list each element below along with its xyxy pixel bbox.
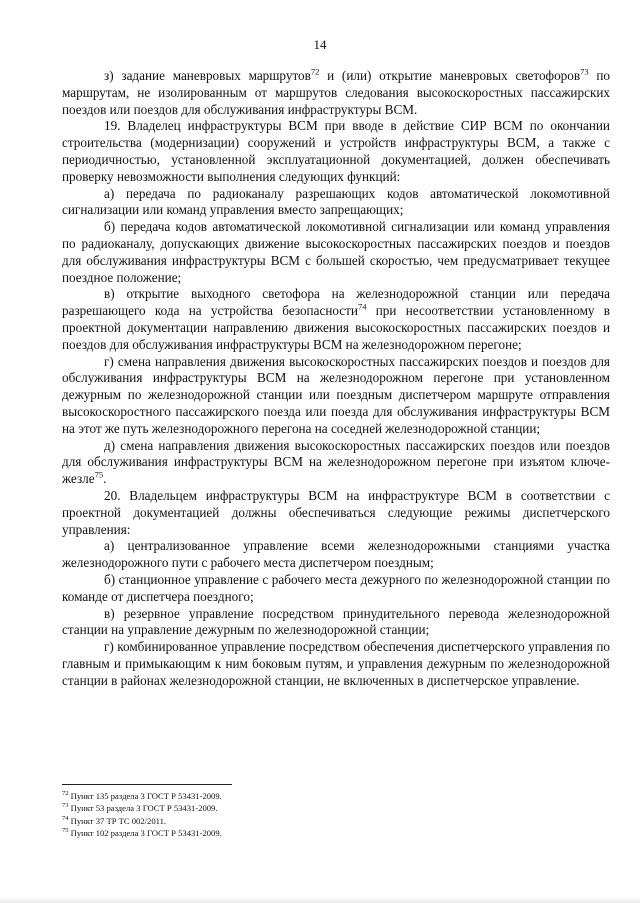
paragraph-19a: а) передача по радиоканалу разрешающих кодов автоматической локомотивной сигнализации или команд управления вместо запрещающих; <box>62 185 610 218</box>
paragraph-19v <box>62 286 610 353</box>
footnote-74 <box>62 815 610 827</box>
paragraph-19: 19. Владелец инфраструктуры ВСМ при вводе в действие СИР ВСМ по окончании строительства (модернизации) сооружений и устройств инфраструктуры ВСМ, а также с периодичностью, установленной эксплуатационной документацией, должен обеспечивать проверку невозможности выполнения следующих функций: <box>62 118 610 184</box>
footnotes <box>62 790 610 840</box>
paragraph-20v: в) резервное управление посредством принудительного перевода железнодорожной станции на управление дежурным по железнодорожной станции; <box>62 605 610 638</box>
footnote-mark: 74 <box>62 814 69 822</box>
footnote-text: Пункт 37 ТР ТС 002/2011. <box>68 815 167 826</box>
footnote-separator <box>62 784 232 785</box>
footnote-mark: 75 <box>62 827 69 835</box>
paragraph-text: . <box>103 471 107 487</box>
footnote-ref-73[interactable]: 73 <box>580 66 589 77</box>
paragraph-20b: б) станционное управление с рабочего места дежурного по железнодорожной станции по команде от диспетчера поездного; <box>62 571 610 604</box>
scan-edge <box>0 897 640 903</box>
paragraph-20: 20. Владельцем инфраструктуры ВСМ на инфраструктуре ВСМ в соответствии с проектной документацией должны обеспечиваться следующие режимы диспетчерского управления: <box>62 487 610 537</box>
paragraph-text: д) смена направления движения высокоскоростных пассажирских поездов или поездов для обслуживания инфраструктуры ВСМ на железнодорожном перегоне при изъятом ключе-жезле <box>62 437 610 487</box>
paragraph-19d <box>62 438 610 488</box>
footnote-72 <box>62 790 610 802</box>
paragraph-text: з) задание маневровых маршрутов <box>104 68 311 83</box>
paragraph-text: при несоответствии установленному в проектной документации направлению движения высокоскоростных пассажирских поездов и поездов для обслуживания инфраструктуры ВСМ на железнодорожном перегоне; <box>62 303 611 352</box>
footnote-73 <box>62 802 610 814</box>
paragraph-text: и (или) открытие маневровых светофоров <box>319 68 581 83</box>
paragraph-text: по маршрутам, не изолированным от маршрутов следования высокоскоростных пассажирских поездов или поездов для обслуживания инфраструктуры ВСМ. <box>62 68 610 117</box>
paragraph-text: в) открытие выходного светофора на железнодорожной станции или передача разрешающего кода на устройства безопасности <box>62 286 610 319</box>
paragraph-20a: а) централизованное управление всеми железнодорожными станциями участка железнодорожного пути с рабочего места диспетчером поездным; <box>62 538 610 571</box>
body-text <box>62 68 610 689</box>
footnote-text: Пункт 135 раздела 3 ГОСТ Р 53431-2009. <box>68 791 222 801</box>
footnote-mark: 72 <box>62 790 69 798</box>
page-number: 14 <box>313 37 327 52</box>
footnote-ref-72[interactable]: 72 <box>310 66 320 77</box>
footnote-ref-75[interactable]: 75 <box>94 469 104 480</box>
paragraph-20g: г) комбинированное управление посредством обеспечения диспетчерского управления по главным и примыкающим к ним боковым путям, и управления дежурным по железнодорожной станции в районах железнодорожной станции, не включенных в диспетчерское управление. <box>62 639 610 688</box>
paragraph-z <box>62 68 610 118</box>
footnote-75 <box>62 827 610 839</box>
footnote-ref-74[interactable]: 74 <box>357 301 367 312</box>
footnote-mark: 73 <box>62 802 69 810</box>
footnote-text: Пункт 53 раздела 3 ГОСТ Р 53431-2009. <box>68 803 218 814</box>
footnote-text: Пункт 102 раздела 3 ГОСТ Р 53431-2009. <box>68 828 222 839</box>
paragraph-19b: б) передача кодов автоматической локомотивной сигнализации или команд управления по радиоканалу, допускающих движение высокоскоростных пассажирских поездов и поездов для обслуживания инфраструктуры ВСМ с большей скоростью, чем предусматривает текущее поездное положение; <box>62 219 610 285</box>
paragraph-19g: г) смена направления движения высокоскоростных пассажирских поездов и поездов для обслуживания инфраструктуры ВСМ на железнодорожном перегоне при установленном дежурным по железнодорожной станции или поездным диспетчером маршруте отправления высокоскоростного пассажирского поезда или поезда для обслуживания инфраструктуры ВСМ на этот же путь железнодорожного перегона на соседней железнодорожной станции; <box>62 353 610 436</box>
